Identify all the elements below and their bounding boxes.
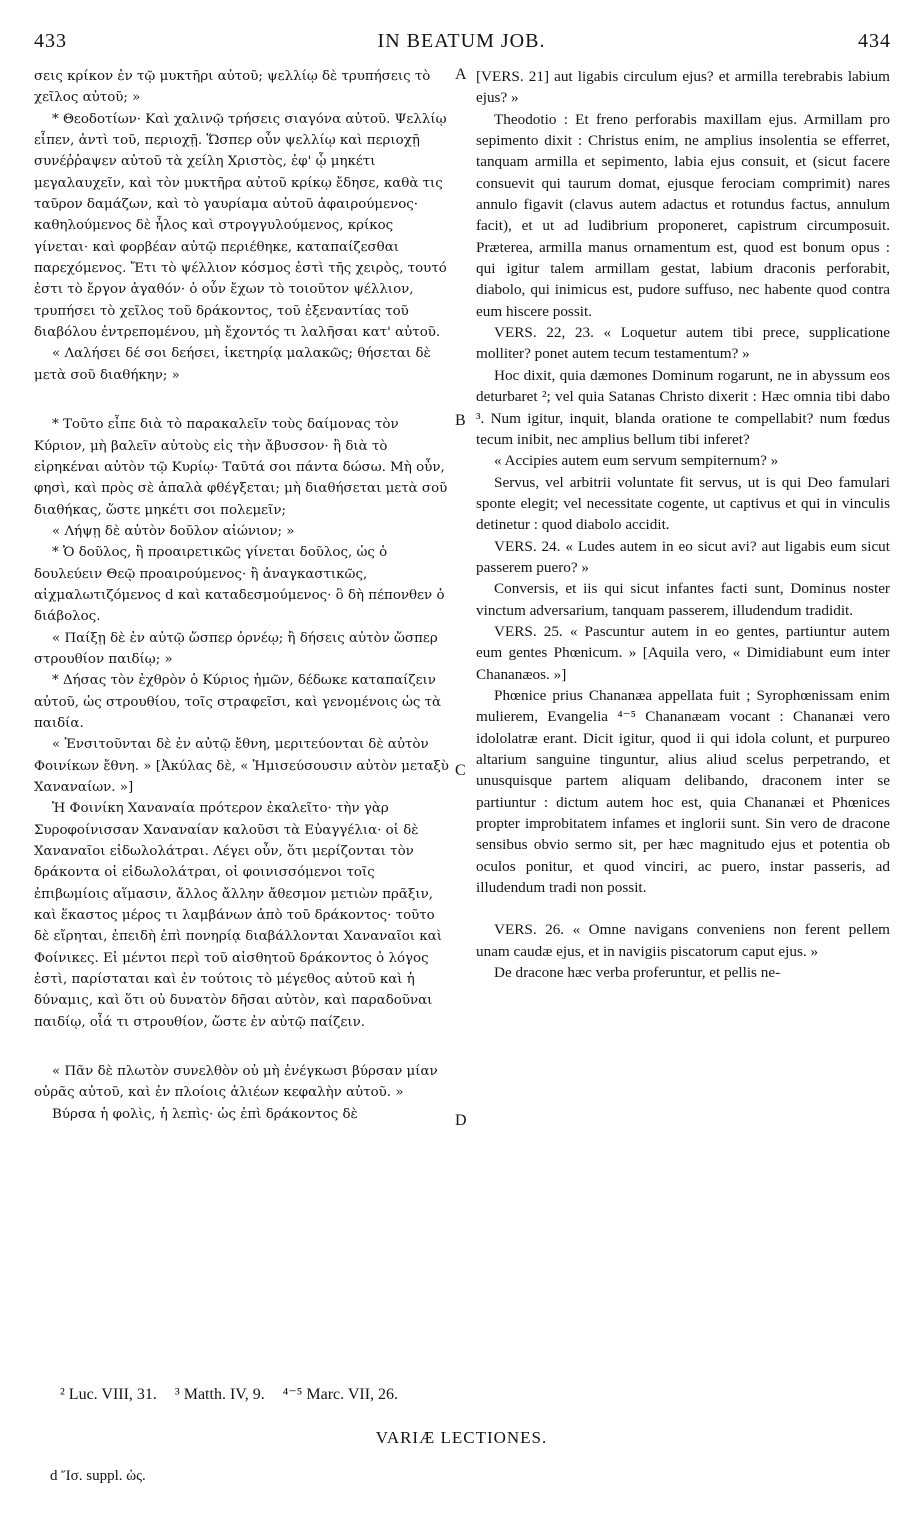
latin-paragraph: [VERS. 21] aut ligabis circulum ejus? et armilla terebrabis labium ejus? » — [476, 68, 890, 107]
section-marker-d: D — [455, 1112, 467, 1129]
greek-paragraph: σεις κρίκον ἐν τῷ μυκτῆρι αὐτοῦ; ψελλίῳ δὲ τρυπήσεις τὸ χεῖλος αὐτοῦ; » — [34, 69, 431, 106]
footnote-2: ² Luc. VIII, 31. — [60, 1386, 157, 1403]
latin-paragraph: Phœnice prius Chananæa appellata fuit ; Syrophœnissam enim mulierem, Evangelia ⁴⁻⁵ Chananæam vocant : Chananæi vero idololatræ erant. Dicit igitur, quod ii qui idola colunt, et purpureo altarium sanguine tinguntur, alius aliud scelus perpetrando, et unusquisque partem aliquam delibando, draconem inter se partiuntur : dictum autem hoc est, quia Chananæi et Phœnices propter improbitatem infames et inglorii sunt. Sin vero de dracone sensibus obvio sermo sit, per hæc magnitudo ejus et potentia ob oculos ponitur, et quod vinciri, ac puero, instar passeris, ad illudendum tradi non possit. — [476, 686, 890, 897]
variae-lectiones-heading: VARIÆ LECTIONES. — [375, 1428, 548, 1447]
greek-paragraph: « Λαλήσει δέ σοι δεήσει, ἱκετηρίᾳ μαλακῶς; θήσεται δὲ μετὰ σοῦ διαθήκην; » — [34, 346, 431, 383]
latin-paragraph: VERS. 25. « Pascuntur autem in eo gentes, partiuntur autem eum gentes Phœnicum. » [Aquila vero, « Dimidiabunt eum inter Chananæos. »] — [476, 622, 890, 683]
latin-paragraph: « Accipies autem eum servum sempiternum? » — [494, 452, 779, 470]
section-marker-a: A — [455, 66, 467, 83]
greek-paragraph: * Ὁ δοῦλος, ἢ προαιρετικῶς γίνεται δοῦλος, ὡς ὁ δουλεύειν Θεῷ προαιρούμενος· ἢ ἀναγκαστικῶς, αἰχμαλωτιζόμενος d καὶ καταδεσμούμενος· ὃ δὴ πέπονθεν ὁ διάβολος. — [34, 545, 445, 625]
greek-paragraph: Βύρσα ἡ φολὶς, ἡ λεπὶς· ὡς ἐπὶ δράκοντος δὲ — [52, 1106, 358, 1122]
variae-lectiones-note: d Ἴσ. suppl. ὡς. — [50, 1468, 146, 1484]
greek-paragraph: « Πᾶν δὲ πλωτὸν συνελθὸν οὐ μὴ ἐνέγκωσι βύρσαν μίαν οὐρᾶς αὐτοῦ, καὶ ἐν πλοίοις ἁλιέων κεφαλὴν αὐτοῦ. » — [34, 1064, 438, 1101]
greek-paragraph: * Δήσας τὸν ἐχθρὸν ὁ Κύριος ἡμῶν, δέδωκε καταπαίζειν αὐτοῦ, ὡς στρουθίου, τοῖς στραφεῖσι, καὶ γενομένοις ὡς τὰ παιδία. — [34, 673, 442, 731]
footnote-3: ³ Matth. IV, 9. — [174, 1386, 265, 1403]
latin-paragraph: Conversis, et iis qui sicut infantes facti sunt, Dominus noster vinctum adversarium, tanquam passerem, illudendum tradidit. — [476, 580, 890, 619]
footnote-4-5: ⁴⁻⁵ Marc. VII, 26. — [282, 1386, 399, 1403]
latin-paragraph: De dracone hæc verba proferuntur, et pellis ne- — [494, 964, 781, 982]
greek-paragraph: « Ἐνσιτοῦνται δὲ ἐν αὐτῷ ἔθνη, μεριτεύονται δὲ αὐτὸν Φοινίκων ἔθνη. » [Ἀκύλας δὲ, « Ἡμισεύσουσιν αὐτὸν μεταξὺ Χαναναίων. »] — [34, 737, 449, 795]
section-marker-b: B — [455, 412, 466, 429]
latin-paragraph: Servus, vel arbitrii voluntate fit servus, ut is qui Deo famulari sponte elegit; vel necessitate cogente, ut captivus et qui in vinculis detinetur : quod diabolo accidit. — [476, 473, 890, 534]
latin-column — [476, 66, 890, 983]
greek-paragraph: * Τοῦτο εἶπε διὰ τὸ παρακαλεῖν τοὺς δαίμονας τὸν Κύριον, μὴ βαλεῖν αὐτοὺς εἰς τὴν ἄβυσσον· ἢ διὰ τὸ εἰρηκέναι αὐτὸν τῷ Κυρίῳ· Ταῦτά σοι πάντα δώσω. Μὴ οὖν, φησὶ, καὶ πρὸς σὲ ἁπαλὰ φθέγξεται; μὴ διαθήσεται μετὰ σοῦ διαθήκας, ὥστε μηκέτι σοι πολεμεῖν; — [34, 417, 448, 518]
page-number-right: 434 — [858, 30, 891, 52]
greek-paragraph: * Θεοδοτίων· Καὶ χαλινῷ τρήσεις σιαγόνα αὐτοῦ. Ψελλίῳ εἶπεν, ἀντὶ τοῦ, περιοχῇ. Ὥσπερ οὖν ψελλίῳ καὶ περιοχῇ συνέῤῥαψεν αὐτοῦ τὰ χείλη Χριστὸς, ἐφ' ᾧ μηκέτι μεγαλαυχεῖν, καὶ τὸν μυκτῆρα αὐτοῦ κρίκῳ ἔδησε, καθὰ τις ταῦρον δαμάζων, καὶ τὸ γαυρίαμα αὐτοῦ ἀφαιρούμενος· καθηλούμενος δὲ ἧλος καὶ στρογγυλούμενος, κρίκος γίνεται· καὶ φορβέαν αὐτῷ περιέθηκε, καταπαίζεσθαι παρεχόμενος. Ἔτι τὸ ψέλλιον κόσμος ἐστὶ τῆς χειρὸς, τουτό ἐστι τὸ ἔργον ἀγαθόν· ὁ οὖν ἔχων τὸ τοιοῦτον ψέλλιον, τρυπήσει τὸ χεῖλος τοῦ δράκοντος, τοῦ ἐξεναντίας τοῦ διαβόλου ἐντρεπομένου, μὴ ἔχοντός τι λαλῆσαι κατ' αὐτοῦ. — [34, 111, 447, 341]
greek-paragraph: Ἡ Φοινίκη Χαναναία πρότερον ἐκαλεῖτο· τὴν γὰρ Συροφοίνισσαν Χαναναίαν καλοῦσι τὰ Εὐαγγέλια· οἱ δὲ Χαναναῖοι εἰδωλολάτραι. Λέγει οὖν, ὅτι μερίζονται τὸν δράκοντα οἱ εἰδωλολάτραι, οἱ φοινισσόμενοι τοῖς ἐπιβωμίοις αἵμασιν, ἄλλος ἄλλην ἄθεσμον μετιὼν πρᾶξιν, καὶ ἕκαστος μέρος τι λαμβάνων ἀπὸ τοῦ δράκοντος· τοῦτο δὲ εἴρηται, ἐπειδὴ ἐπὶ πονηρίᾳ διαβάλλονται Χαναναῖοι καὶ Φοίνικες. Εἰ μέντοι περὶ τοῦ αἰσθητοῦ δράκοντος ὁ λόγος ἐστὶ, παρίσταται καὶ ἐν τούτοις τὸ μέγεθος αὐτοῦ καὶ ἡ δύναμις, καὶ ὅτι οὐ δυνατὸν δῆσαι αὐτὸν, καὶ παραδοῦναι παιδίῳ, οἷά τι στρουθίον, ὥστε ἐν αὐτῷ παίζειν. — [34, 801, 442, 1030]
latin-paragraph: Hoc dixit, quia dæmones Dominum rogarunt, ne in abyssum eos deturbaret ²; vel quia Satanas Christo dixerit : Hæc omnia tibi dabo ³. Num igitur, inquit, blanda oratione te compellabit? num fœdus tecum inibit, nec amplius bellum tibi inferet? — [476, 366, 890, 448]
latin-paragraph: Theodotio : Et freno perforabis maxillam ejus. Armillam pro sepimento dixit : Christus enim, ne amplius insolentia se efferret, tanquam armilla et sepimento, labia ejus consuit, et (sicut facere consuevit qui taurum domat, ejusque ferociam comprimit) nares annulo figavit (clavus autem adactus et rotundus factus, annulum facit), et ut ad ludibrium proponeret, capistrum circumposuit. Præterea, armilla manus ornamentum est, quod est bonum opus : qui igitur talem armillam gestat, labium draconis perforabit, diabolo, qui inimicus est, pudore suffuso, nec habente quod contra eum hiscere possit. — [476, 110, 890, 320]
latin-paragraph: VERS. 26. « Omne navigans conveniens non ferent pellem unam caudæ ejus, et in navigiis piscatorum caput ejus. » — [476, 921, 890, 960]
footnotes — [60, 1384, 412, 1404]
greek-paragraph: « Λήψῃ δὲ αὐτὸν δοῦλον αἰώνιον; » — [52, 523, 295, 539]
latin-paragraph: VERS. 22, 23. « Loquetur autem tibi prece, supplicatione molliter? ponet autem tecum testamentum? » — [476, 324, 890, 363]
greek-column — [34, 66, 450, 1125]
running-title: IN BEATUM JOB. — [377, 30, 546, 52]
page-number-left: 433 — [34, 30, 67, 52]
page-header — [26, 30, 897, 60]
greek-paragraph: « Παίξῃ δὲ ἐν αὐτῷ ὥσπερ ὀρνέῳ; ἢ δήσεις αὐτὸν ὥσπερ στρουθίον παιδίῳ; » — [34, 630, 438, 667]
latin-paragraph: VERS. 24. « Ludes autem in eo sicut avi? aut ligabis eum sicut passerem puero? » — [476, 537, 890, 576]
section-marker-c: C — [455, 762, 466, 779]
